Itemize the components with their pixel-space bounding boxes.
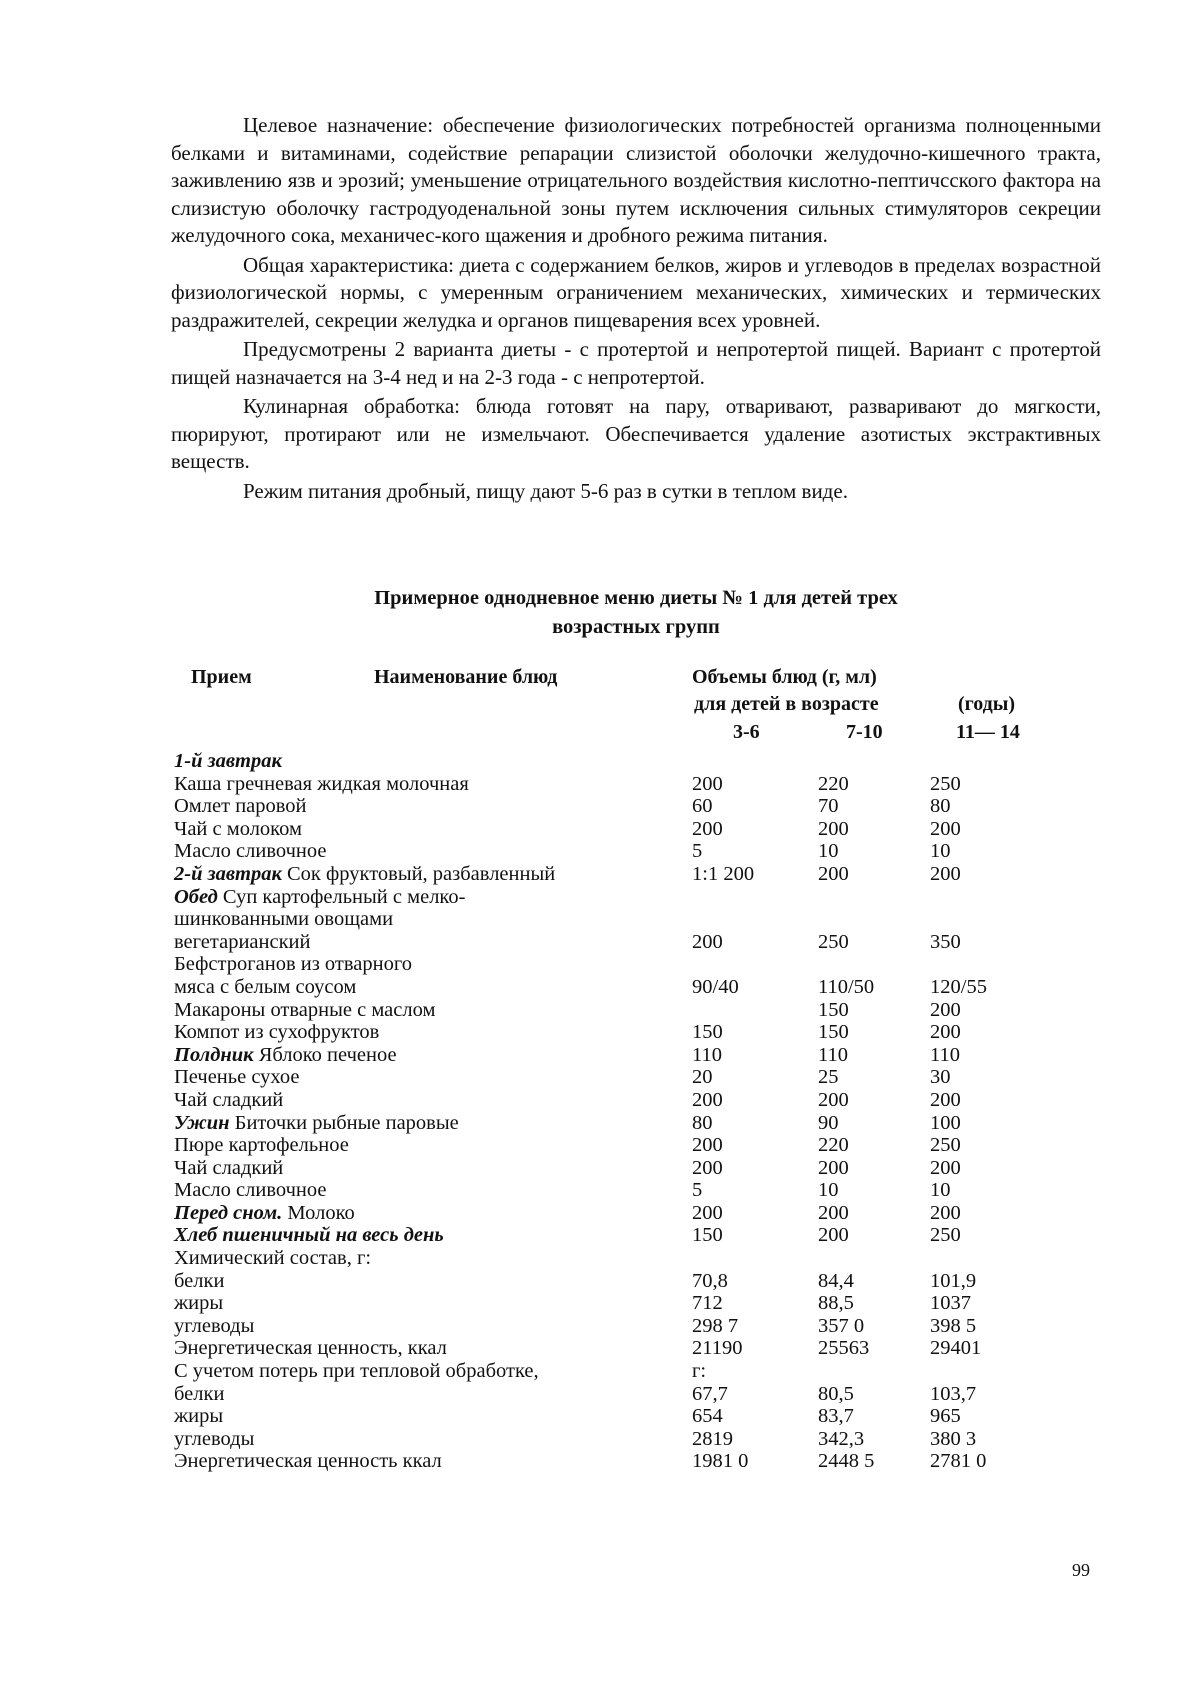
volume-cell-2: 90 — [818, 1111, 839, 1134]
dish-name: Чай сладкий — [174, 1156, 284, 1179]
volume-cell-2: 25563 — [818, 1337, 870, 1360]
volume-cell-2: 220 — [818, 772, 849, 795]
dish-cell — [174, 1089, 283, 1112]
volume-cell-3: 250 — [930, 1134, 961, 1157]
meal-label: Ужин — [174, 1111, 230, 1134]
table-row — [172, 1112, 1092, 1135]
dish-cell — [174, 1044, 397, 1067]
dish-name: Яблоко печеное — [253, 1043, 397, 1066]
dish-cell — [174, 1405, 223, 1428]
volume-cell-2: 200 — [818, 1156, 849, 1179]
table-row — [172, 976, 1092, 999]
table-row — [172, 886, 1092, 909]
header-age-3-6: 3-6 — [733, 721, 760, 743]
dish-name: Энергетическая ценность ккал — [174, 1450, 442, 1473]
volume-cell-3: 380 3 — [930, 1427, 977, 1450]
volume-cell-3: 101,9 — [930, 1269, 977, 1292]
dish-name: Бефстроганов из отварного — [174, 953, 413, 976]
volume-cell-1: 712 — [692, 1292, 723, 1315]
paragraph-purpose: Целевое назначение: обеспечение физиологических потребностей организма полноценными белками и витаминами, содействие репарации слизистой оболочки желудочно-кишечного тракта, заживлению язв и эрозий; уменьшение отрицательного воздействия кислотно-пептичсского фактора на слизистую оболочку гастродуоденальной зоны путем исключения сильных стимуляторов секреции желудочного сока, механичес-кого щажения и дробного режима питания. — [171, 113, 1101, 247]
dish-cell — [174, 795, 307, 818]
dish-cell — [174, 953, 412, 976]
volume-cell-1: 5 — [692, 840, 703, 863]
table-row — [172, 1450, 1092, 1473]
table-row — [172, 795, 1092, 818]
table-row — [172, 1044, 1092, 1067]
volume-cell-1: 70,8 — [692, 1269, 728, 1292]
volume-cell-2: 200 — [818, 1088, 849, 1111]
table-row — [172, 1066, 1092, 1089]
dish-name: жиры — [174, 1405, 224, 1428]
paragraph-characteristics: Общая характеристика: диета с содержанием белков, жиров и углеводов в пределах возрастной физиологической нормы, с умеренным ограничением механических, химических и термических раздражителей, секреции желудка и органов пищеварения всех уровней. — [171, 252, 1101, 332]
volume-cell-2: 88,5 — [818, 1292, 854, 1315]
dish-cell — [174, 1315, 254, 1338]
dish-cell — [174, 1247, 371, 1270]
dish-name: Каша гречневая жидкая молочная — [174, 772, 469, 795]
volume-cell-1: 200 — [692, 1088, 723, 1111]
header-meal: Прием — [191, 666, 252, 688]
volume-cell-3: 200 — [930, 1201, 961, 1224]
volume-cell-1: 298 7 — [692, 1314, 739, 1337]
dish-name: Чай с молоком — [174, 817, 302, 840]
volume-cell-2: 70 — [818, 795, 839, 818]
dish-cell — [174, 750, 282, 773]
table-row — [172, 1292, 1092, 1315]
volume-cell-1: 150 — [692, 1021, 723, 1044]
dish-cell — [174, 1360, 539, 1383]
volume-cell-3: 200 — [930, 862, 961, 885]
dish-cell — [174, 773, 469, 796]
table-row — [172, 1428, 1092, 1451]
intro-text — [171, 112, 1101, 507]
dish-name: Энергетическая ценность, ккал — [174, 1337, 447, 1360]
dish-name: Омлет паровой — [174, 795, 307, 818]
table-row — [172, 1337, 1092, 1360]
dish-name: Сок фруктовый, разбавленный — [281, 862, 556, 885]
dish-name: белки — [174, 1382, 225, 1405]
table-row — [172, 1089, 1092, 1112]
dish-name: Биточки рыбные паровые — [229, 1111, 459, 1134]
volume-cell-2: 220 — [818, 1134, 849, 1157]
dish-cell — [174, 1134, 349, 1157]
table-row — [172, 1247, 1092, 1270]
header-age-caption: для детей в возрасте — [694, 693, 879, 715]
dish-name: Химический состав, г: — [174, 1247, 372, 1270]
volume-cell-3: 10 — [930, 840, 951, 863]
paragraph-cooking: Кулинарная обработка: блюда готовят на пару, отваривают, разваривают до мягкости, пюрируют, протирают или не измельчают. Обеспечивается удаление азотистых экстрактивных веществ. — [171, 394, 1101, 473]
volume-cell-2: 200 — [818, 1224, 849, 1247]
dish-cell — [174, 908, 393, 931]
volume-cell-2: 200 — [818, 817, 849, 840]
dish-cell — [174, 1428, 254, 1451]
volume-cell-1: 1:1 200 — [692, 862, 755, 885]
volume-cell-1: 200 — [692, 817, 723, 840]
volume-cell-3: 103,7 — [930, 1382, 977, 1405]
meal-label: 1-й завтрак — [174, 750, 282, 772]
volume-cell-3: 2781 0 — [930, 1450, 987, 1473]
table-row — [172, 931, 1092, 954]
dish-name: жиры — [174, 1292, 224, 1315]
volume-cell-1: 200 — [692, 1156, 723, 1179]
volume-cell-1: 20 — [692, 1066, 713, 1089]
dish-cell — [174, 1066, 300, 1089]
volume-cell-2: 83,7 — [818, 1405, 854, 1428]
dish-cell — [174, 818, 302, 841]
table-row — [172, 818, 1092, 841]
dish-name: вегетарианский — [174, 930, 311, 953]
volume-cell-1: 90/40 — [692, 975, 739, 998]
volume-cell-3: 350 — [930, 930, 961, 953]
paragraph-regimen: Режим питания дробный, пищу дают 5-6 раз в сутки в теплом виде. — [243, 478, 848, 503]
dish-cell — [174, 999, 435, 1022]
volume-cell-3: 200 — [930, 1088, 961, 1111]
header-dish: Наименование блюд — [374, 666, 558, 688]
volume-cell-2: 200 — [818, 862, 849, 885]
volume-cell-3: 398 5 — [930, 1314, 977, 1337]
volume-cell-1: 2819 — [692, 1427, 733, 1450]
volume-cell-2: 10 — [818, 840, 839, 863]
volume-cell-3: 100 — [930, 1111, 961, 1134]
table-title-line2: возрастных групп — [552, 616, 720, 638]
dish-cell — [174, 1202, 355, 1225]
volume-cell-3: 110 — [930, 1043, 960, 1066]
table-row — [172, 840, 1092, 863]
dish-name: Макароны отварные с маслом — [174, 998, 436, 1021]
volume-cell-3: 965 — [930, 1405, 961, 1428]
volume-cell-2: 110 — [818, 1043, 848, 1066]
volume-cell-2: 357 0 — [818, 1314, 865, 1337]
meal-label: Хлеб пшеничный на весь день — [174, 1224, 444, 1247]
meal-label: Перед сном. — [174, 1201, 283, 1224]
volume-cell-1: г: — [692, 1360, 707, 1383]
table-row — [172, 773, 1092, 796]
volume-cell-1: 150 — [692, 1224, 723, 1247]
page-number: 99 — [1072, 1560, 1090, 1580]
volume-cell-3: 250 — [930, 772, 961, 795]
dish-name: Масло сливочное — [174, 840, 327, 863]
dish-name: Масло сливочное — [174, 1179, 327, 1202]
dish-cell — [174, 1383, 224, 1406]
volume-cell-3: 200 — [930, 817, 961, 840]
volume-cell-2: 342,3 — [818, 1427, 865, 1450]
dish-name: углеводы — [174, 1427, 255, 1450]
dish-cell — [174, 1112, 459, 1135]
volume-cell-2: 200 — [818, 1201, 849, 1224]
dish-cell — [174, 1157, 283, 1180]
volume-cell-3: 10 — [930, 1179, 951, 1202]
volume-cell-1: 67,7 — [692, 1382, 728, 1405]
dish-name: Молоко — [282, 1201, 355, 1224]
volume-cell-3: 30 — [930, 1066, 951, 1089]
volume-cell-2: 250 — [818, 930, 849, 953]
dish-cell — [174, 976, 356, 999]
table-row — [172, 1405, 1092, 1428]
dish-cell — [174, 840, 326, 863]
volume-cell-2: 10 — [818, 1179, 839, 1202]
volume-cell-1: 21190 — [692, 1337, 743, 1360]
volume-cell-3: 200 — [930, 1021, 961, 1044]
volume-cell-1: 5 — [692, 1179, 703, 1202]
volume-cell-3: 200 — [930, 998, 961, 1021]
table-row — [172, 1157, 1092, 1180]
dish-cell — [174, 1224, 444, 1247]
volume-cell-1: 200 — [692, 1201, 723, 1224]
menu-table — [172, 750, 1092, 1473]
volume-cell-1: 60 — [692, 795, 713, 818]
header-age-11-14: 11— 14 — [956, 721, 1020, 743]
table-row — [172, 999, 1092, 1022]
volume-cell-3: 120/55 — [930, 975, 987, 998]
dish-cell — [174, 886, 465, 909]
table-row — [172, 863, 1092, 886]
header-volumes: Объемы блюд (г, мл) — [692, 666, 877, 688]
volume-cell-2: 150 — [818, 1021, 849, 1044]
dish-name: Компот из сухофруктов — [174, 1021, 380, 1044]
volume-cell-2: 84,4 — [818, 1269, 854, 1292]
dish-name: Пюре картофельное — [174, 1134, 349, 1157]
volume-cell-1: 1981 0 — [692, 1450, 749, 1473]
table-row — [172, 1315, 1092, 1338]
table-title — [171, 584, 1101, 642]
dish-cell — [174, 863, 555, 886]
volume-cell-2: 25 — [818, 1066, 839, 1089]
table-row — [172, 1383, 1092, 1406]
table-row — [172, 1202, 1092, 1225]
volume-cell-2: 110/50 — [818, 975, 875, 998]
volume-cell-1: 200 — [692, 772, 723, 795]
dish-cell — [174, 1270, 224, 1293]
dish-cell — [174, 1179, 326, 1202]
table-row — [172, 908, 1092, 931]
dish-name: мяса с белым соусом — [174, 975, 357, 998]
table-row — [172, 1021, 1092, 1044]
volume-cell-3: 1037 — [930, 1292, 971, 1315]
volume-cell-1: 110 — [692, 1043, 722, 1066]
header-age-7-10: 7-10 — [846, 721, 883, 743]
dish-cell — [174, 1292, 223, 1315]
dish-name: Чай сладкий — [174, 1088, 284, 1111]
table-row — [172, 1179, 1092, 1202]
meal-label: Полдник — [174, 1043, 254, 1066]
volume-cell-1: 200 — [692, 1134, 723, 1157]
table-row — [172, 1270, 1092, 1293]
volume-cell-2: 2448 5 — [818, 1450, 875, 1473]
table-title-line1: Примерное однодневное меню диеты № 1 для детей трех — [374, 587, 898, 609]
volume-cell-1: 200 — [692, 930, 723, 953]
header-years: (годы) — [958, 693, 1016, 715]
table-row — [172, 1224, 1092, 1247]
dish-cell — [174, 931, 311, 954]
volume-cell-3: 250 — [930, 1224, 961, 1247]
dish-cell — [174, 1450, 442, 1473]
volume-cell-1: 80 — [692, 1111, 713, 1134]
table-row — [172, 1360, 1092, 1383]
dish-name: Суп картофельный с мелко- — [217, 885, 466, 908]
volume-cell-3: 80 — [930, 795, 951, 818]
dish-name: шинкованными овощами — [174, 908, 394, 931]
dish-cell — [174, 1021, 379, 1044]
volume-cell-2: 150 — [818, 998, 849, 1021]
meal-label: 2-й завтрак — [174, 862, 282, 885]
paragraph-variants: Предусмотрены 2 варианта диеты - с протертой и непротертой пищей. Вариант с протертой пищей назначается на 3-4 нед и на 2-3 года - с непротертой. — [171, 337, 1101, 389]
dish-name: Печенье сухое — [174, 1066, 300, 1089]
meal-label: Обед — [174, 885, 218, 908]
volume-cell-1: 654 — [692, 1405, 723, 1428]
dish-name: углеводы — [174, 1314, 255, 1337]
table-row — [172, 750, 1092, 773]
dish-name: С учетом потерь при тепловой обработке, — [174, 1360, 539, 1383]
dish-cell — [174, 1337, 447, 1360]
table-row — [172, 953, 1092, 976]
volume-cell-2: 80,5 — [818, 1382, 854, 1405]
volume-cell-3: 200 — [930, 1156, 961, 1179]
dish-name: белки — [174, 1269, 225, 1292]
table-row — [172, 1134, 1092, 1157]
volume-cell-3: 29401 — [930, 1337, 982, 1360]
